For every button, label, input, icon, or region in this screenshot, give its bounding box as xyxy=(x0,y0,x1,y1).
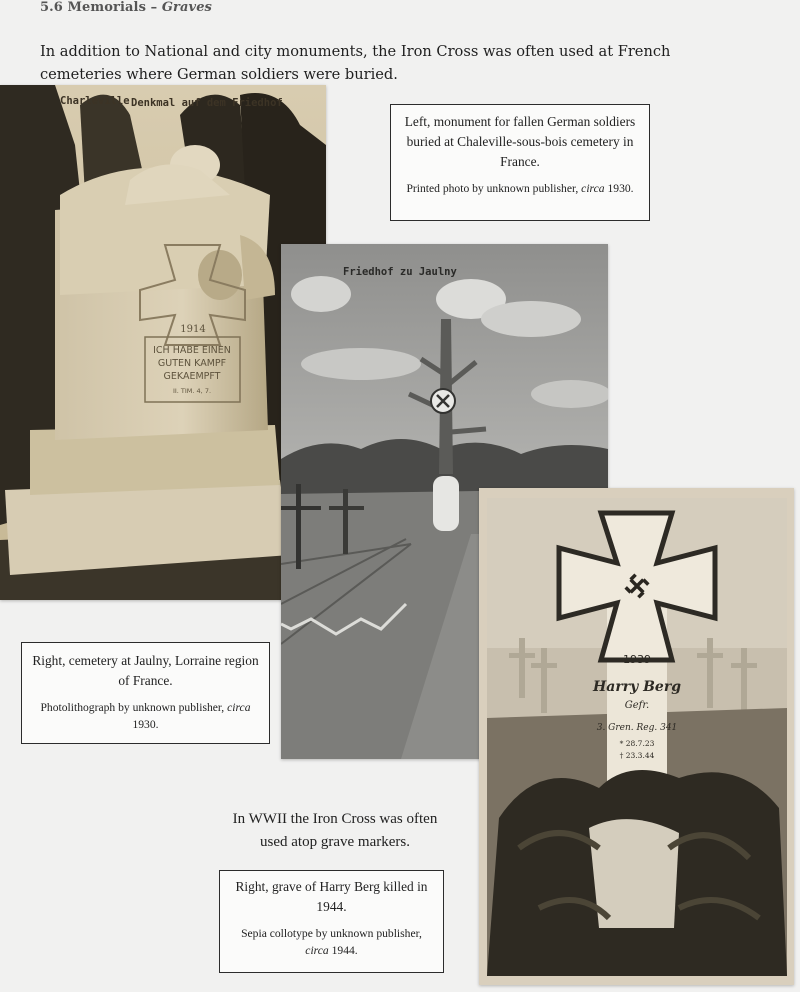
grave-born: * 28.7.23 xyxy=(619,739,655,748)
caption-jaulny-main: Right, cemetery at Jaulny, Lorraine region of France. xyxy=(32,653,259,688)
plaque-year: 1914 xyxy=(180,324,206,335)
section-heading xyxy=(40,0,212,15)
grave-rank: Gefr. xyxy=(624,700,650,711)
wwii-paragraph: In WWII the Iron Cross was often used atop grave markers. xyxy=(232,811,438,850)
caption-box-jaulny xyxy=(21,642,270,744)
charleville-monument-photo xyxy=(0,85,326,600)
plaque-line-4: II. TIM. 4, 7. xyxy=(172,387,212,395)
section-number-title: 5.6 Memorials – xyxy=(40,0,162,15)
photo1-title-right: Denkmal auf dem Friedhof xyxy=(131,97,283,109)
grave-died: † 23.3.44 xyxy=(619,751,655,760)
harry-berg-grave-photo xyxy=(479,488,794,985)
plaque-line-1: ICH HABE EINEN xyxy=(153,345,231,356)
section-subtitle: Graves xyxy=(161,0,212,15)
caption-monument-credit: Printed photo by unknown publisher, circa 1930. xyxy=(406,182,634,195)
caption-harry-berg-credit: Sepia collotype by unknown publisher, circa 1944. xyxy=(241,927,422,957)
photo2-title: Friedhof zu Jaulny xyxy=(343,266,457,278)
plaque-line-3: GEKAEMPFT xyxy=(163,371,221,382)
intro-paragraph: In addition to National and city monuments, the Iron Cross was often used at French cemeteries where German soldiers were buried. xyxy=(40,43,671,83)
grave-name: Harry Berg xyxy=(593,679,681,695)
photo1-title-left: Charleville xyxy=(60,95,130,107)
grave-unit: 3. Gren. Reg. 341 xyxy=(596,723,678,733)
caption-monument-main: Left, monument for fallen German soldiers buried at Chaleville-sous-bois cemetery in France. xyxy=(404,114,636,169)
caption-harry-berg-main: Right, grave of Harry Berg killed in 1944. xyxy=(235,879,428,914)
caption-box-monument xyxy=(390,104,650,221)
grave-year: 1939 xyxy=(623,653,651,666)
caption-box-harry-berg xyxy=(219,870,444,973)
caption-jaulny-credit: Photolithograph by unknown publisher, circa 1930. xyxy=(40,701,251,731)
plaque-line-2: GUTEN KAMPF xyxy=(157,358,227,369)
